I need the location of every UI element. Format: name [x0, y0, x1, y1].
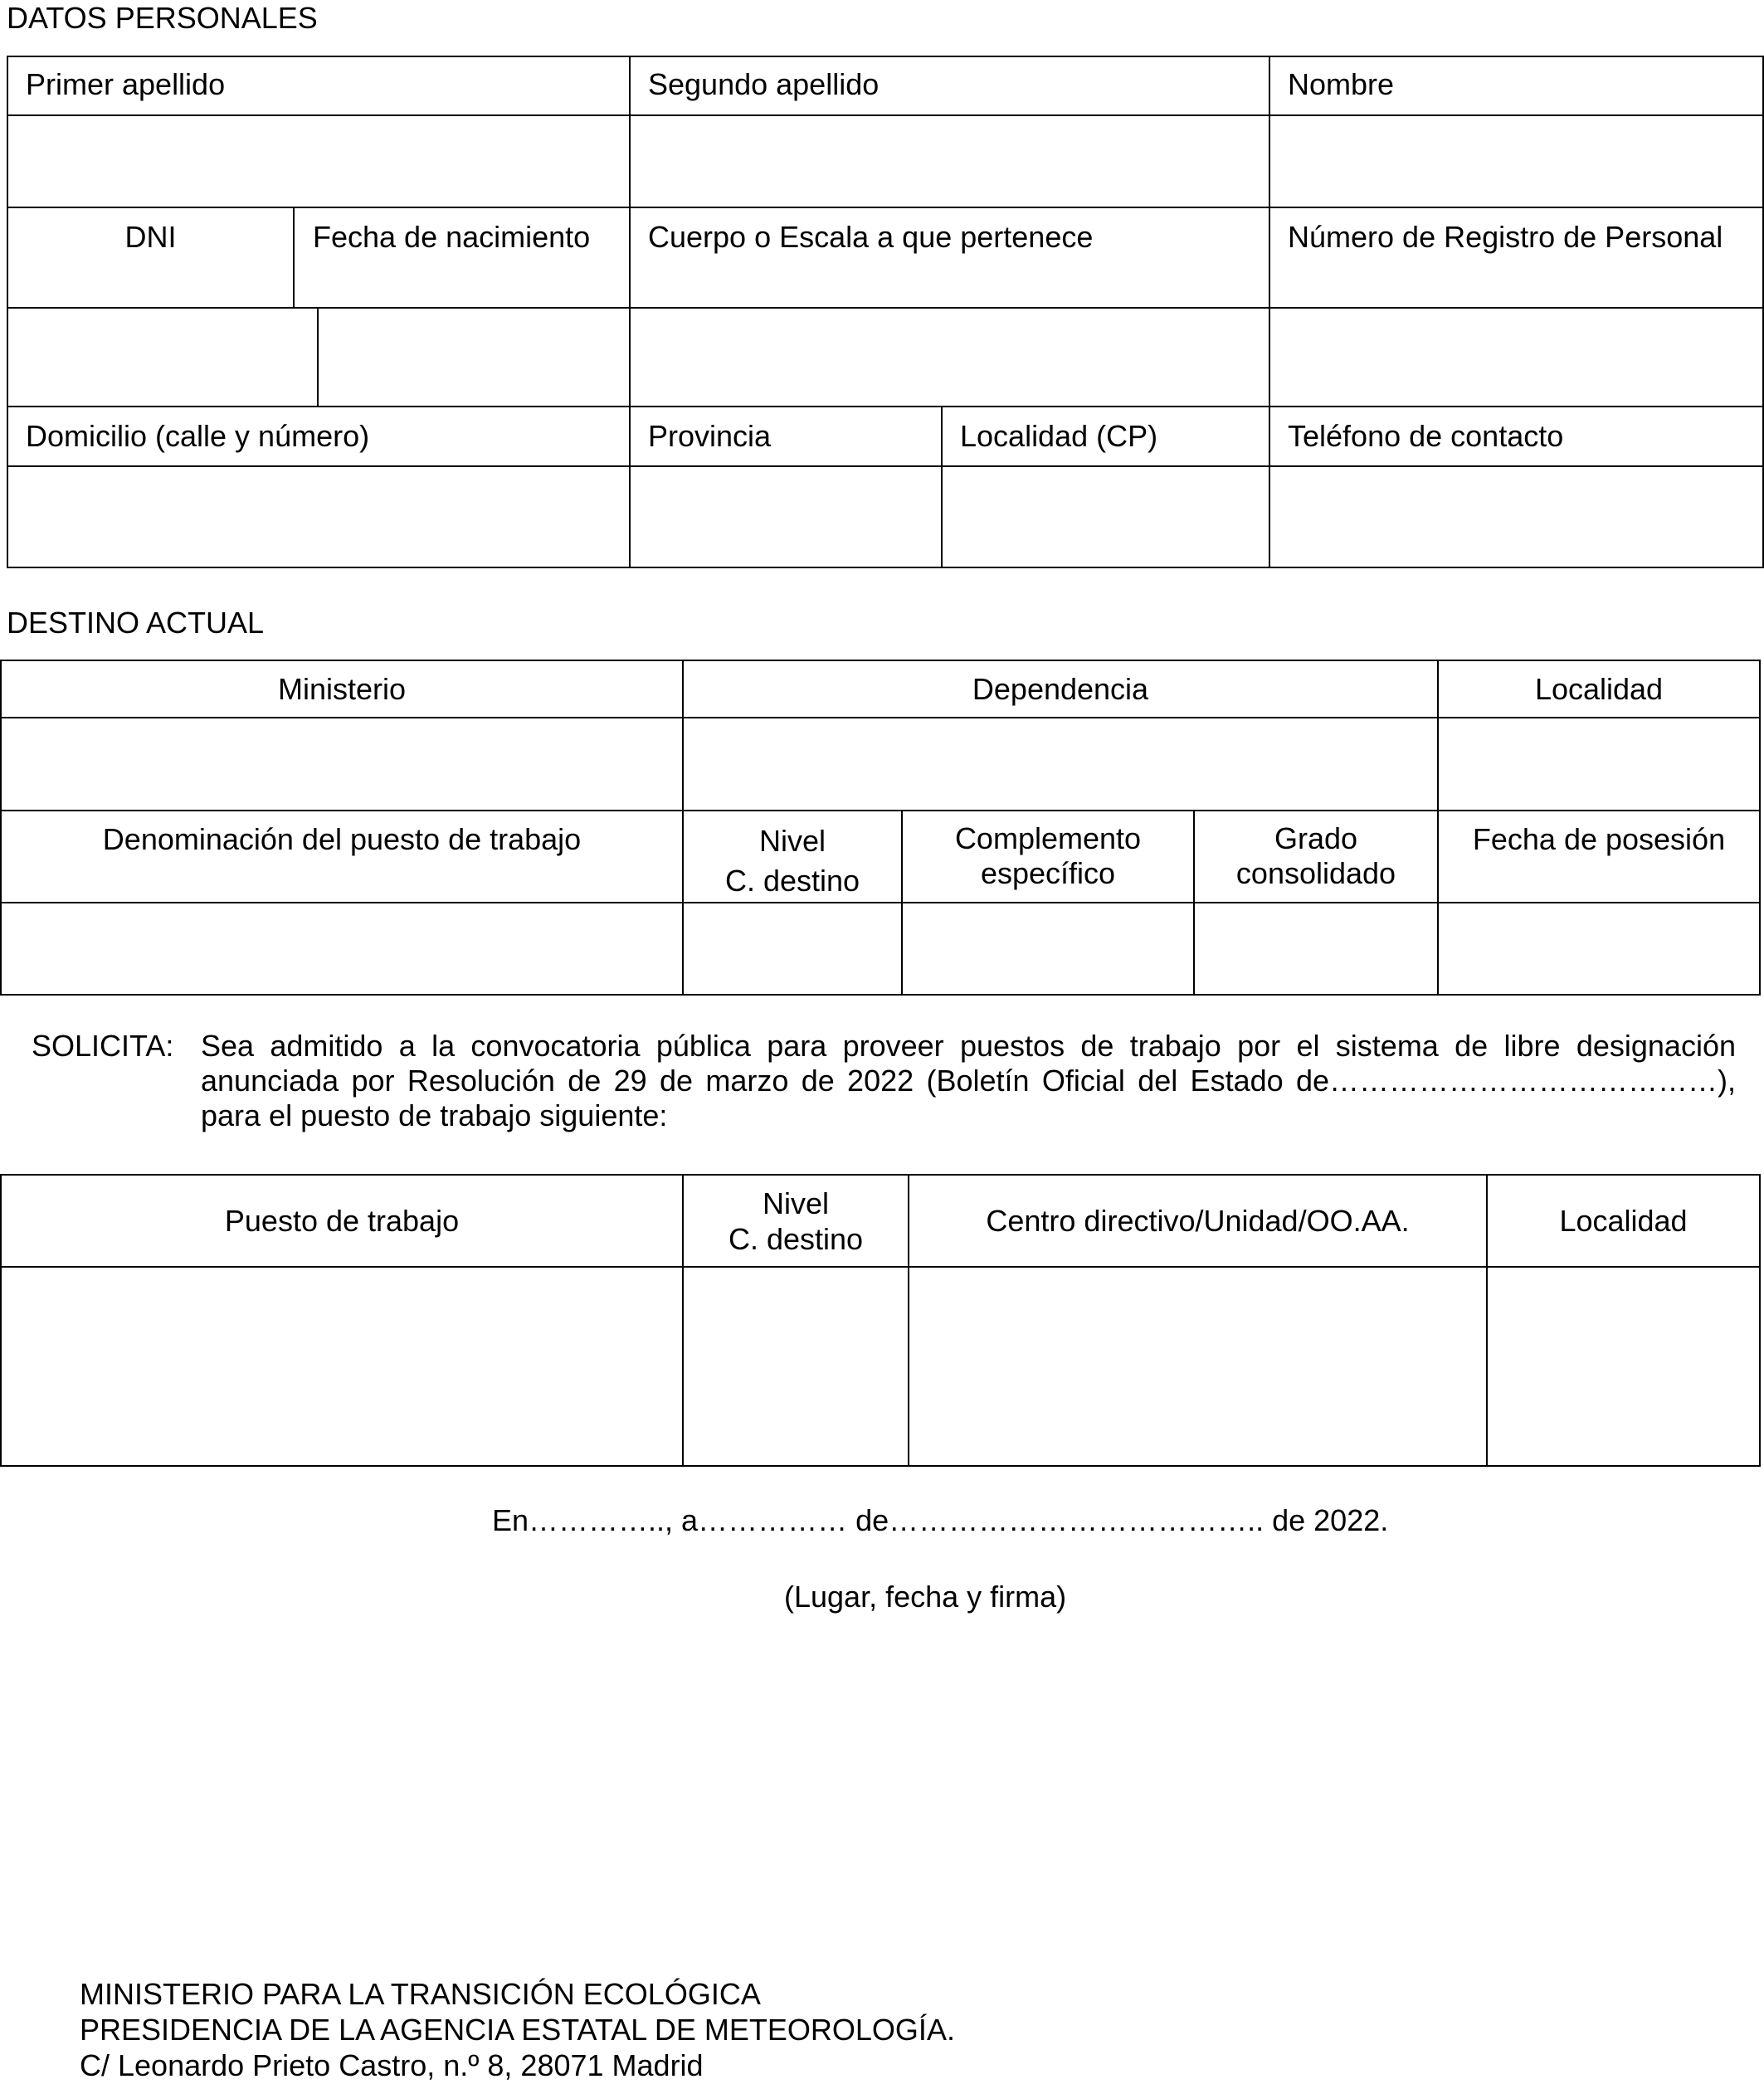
fecha-posesion-field[interactable] — [1439, 903, 1759, 994]
provincia-field[interactable] — [631, 467, 941, 567]
footer-address-block — [80, 1976, 955, 2083]
label-domicilio: Domicilio (calle y número) — [26, 419, 370, 453]
section-title-destino-actual: DESTINO ACTUAL — [7, 606, 265, 640]
primer-apellido-field[interactable] — [8, 116, 629, 207]
dependencia-field[interactable] — [684, 718, 1437, 810]
label-centro-directivo: Centro directivo/Unidad/OO.AA. — [986, 1204, 1410, 1238]
complemento-especifico-field[interactable] — [903, 903, 1193, 994]
solicita-text: Sea admitido a la convocatoria pública para proveer puestos de trabajo por el sistema de libre designación anunciada por Resolución de 29 de marzo de 2022 (Boletín Oficial del Estado de…………………………………), para el puesto de trabajo siguiente: — [201, 1029, 1736, 1132]
nombre-field[interactable] — [1270, 116, 1762, 207]
fecha-nacimiento-field[interactable] — [319, 309, 629, 406]
label-numero-registro-personal: Número de Registro de Personal — [1288, 220, 1723, 254]
label-complemento-especifico: Complemento específico — [954, 821, 1142, 890]
label-nivel-cdestino: Nivel C. destino — [724, 824, 860, 898]
puesto-trabajo-field[interactable] — [2, 1268, 682, 1465]
label-nivel-cdestino-solicitado: Nivel C. destino — [728, 1186, 864, 1256]
firma-caption: (Lugar, fecha y firma) — [784, 1580, 1067, 1614]
localidad-solicitada-field[interactable] — [1488, 1268, 1759, 1465]
numero-registro-personal-field[interactable] — [1270, 309, 1762, 406]
footer-direccion: C/ Leonardo Prieto Castro, n.º 8, 28071 Madrid — [80, 2048, 704, 2082]
label-grado-consolidado: Grado consolidado — [1235, 821, 1396, 890]
label-provincia: Provincia — [648, 419, 772, 453]
label-localidad-actual: Localidad — [1534, 672, 1664, 706]
domicilio-field[interactable] — [8, 467, 629, 567]
label-cuerpo-escala: Cuerpo o Escala a que pertenece — [648, 220, 1094, 254]
label-primer-apellido: Primer apellido — [26, 67, 226, 101]
segundo-apellido-field[interactable] — [631, 116, 1269, 207]
solicita-label: SOLICITA: — [32, 1029, 174, 1063]
label-nombre: Nombre — [1288, 67, 1395, 101]
denominacion-puesto-field[interactable] — [2, 903, 682, 994]
dni-field[interactable] — [8, 309, 317, 406]
label-dependencia: Dependencia — [972, 672, 1149, 706]
telefono-contacto-field[interactable] — [1270, 467, 1762, 567]
label-denominacion-puesto: Denominación del puesto de trabajo — [102, 822, 582, 856]
section-title-datos-personales: DATOS PERSONALES — [7, 1, 318, 35]
centro-directivo-field[interactable] — [909, 1268, 1486, 1465]
nivel-cdestino-solicitado-field[interactable] — [684, 1268, 908, 1465]
grado-consolidado-field[interactable] — [1195, 903, 1437, 994]
label-dni: DNI — [124, 220, 177, 254]
label-localidad-cp: Localidad (CP) — [960, 419, 1158, 453]
footer-presidencia: PRESIDENCIA DE LA AGENCIA ESTATAL DE METEOROLOGÍA. — [80, 2013, 955, 2047]
localidad-cp-field[interactable] — [943, 467, 1269, 567]
ministerio-field[interactable] — [2, 718, 682, 810]
firma-lugar-fecha-line: En………….., a…………… de……………………………….. de 2022. — [492, 1503, 1389, 1537]
nivel-cdestino-field[interactable] — [684, 903, 901, 994]
label-fecha-nacimiento: Fecha de nacimiento — [313, 220, 591, 254]
footer-ministerio: MINISTERIO PARA LA TRANSICIÓN ECOLÓGICA — [80, 1977, 761, 2011]
label-localidad-solicitada: Localidad — [1559, 1204, 1688, 1238]
label-fecha-posesion: Fecha de posesión — [1472, 822, 1726, 856]
label-segundo-apellido: Segundo apellido — [648, 67, 880, 101]
label-telefono-contacto: Teléfono de contacto — [1288, 419, 1564, 453]
label-puesto-trabajo: Puesto de trabajo — [224, 1204, 460, 1238]
localidad-actual-field[interactable] — [1439, 718, 1759, 810]
label-ministerio: Ministerio — [277, 672, 407, 706]
cuerpo-escala-field[interactable] — [631, 309, 1269, 406]
